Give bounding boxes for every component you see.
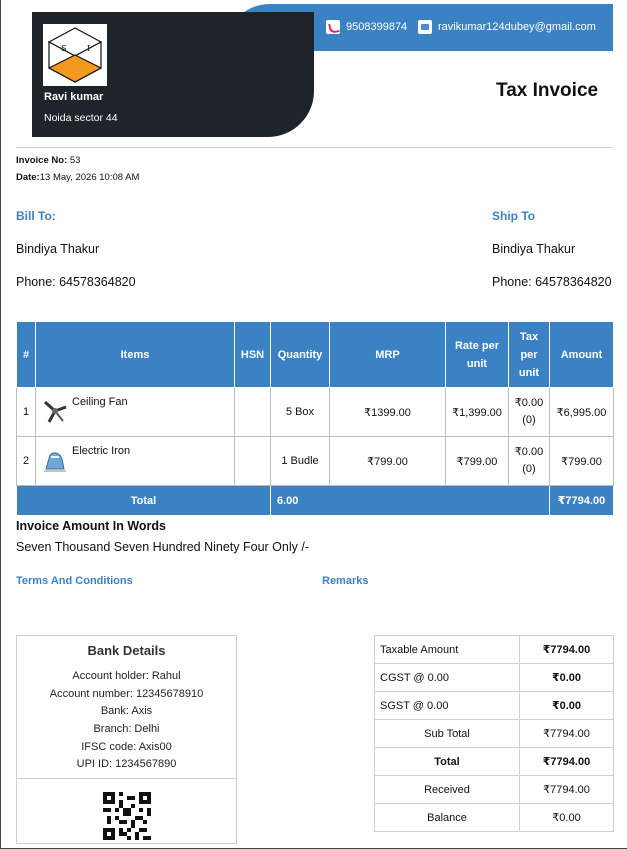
- contact-email: [418, 19, 596, 35]
- bank-divider: [17, 778, 236, 779]
- phone-icon: [326, 20, 340, 34]
- items-header-row: [17, 322, 614, 388]
- item-amount: ₹799.00: [550, 437, 614, 486]
- electric-iron-icon: [42, 447, 68, 473]
- phone-number: 9508399874: [346, 21, 408, 33]
- total-quantity: 6.00: [271, 486, 550, 516]
- summary-label: Received: [375, 776, 520, 804]
- item-quantity: 5 Box: [271, 388, 330, 437]
- ship-to-heading: Ship To: [492, 209, 536, 223]
- item-cell: [36, 388, 235, 437]
- document-title: Tax Invoice: [496, 80, 599, 101]
- upi-qr-code[interactable]: [103, 792, 151, 840]
- bank-name: Bank: Axis: [100, 705, 153, 717]
- invoice-date-label: Date:: [16, 172, 40, 183]
- item-tax-percent: (0): [522, 414, 536, 426]
- summary-label: Balance: [375, 804, 520, 832]
- item-tax-percent: (0): [522, 463, 536, 475]
- item-tax-amount: ₹0.00: [514, 397, 544, 409]
- col-header-amount: Amount: [550, 322, 614, 388]
- summary-row-sgst: [375, 692, 614, 720]
- item-cell: [36, 437, 235, 486]
- col-header-no: #: [17, 322, 36, 388]
- amount-words: Seven Thousand Seven Hundred Ninety Four Only /-: [16, 540, 309, 554]
- summary-label: Sub Total: [375, 720, 520, 748]
- item-rate: ₹799.00: [446, 437, 509, 486]
- bank-ifsc: IFSC code: Axis00: [81, 741, 172, 753]
- contact-phone: [326, 19, 407, 35]
- col-header-rate: Rate per unit: [446, 322, 509, 388]
- invoice-number-label: Invoice No:: [16, 155, 68, 166]
- invoice-date-line: [16, 172, 139, 183]
- item-name: Electric Iron: [72, 445, 131, 457]
- summary-value: ₹0.00: [520, 664, 614, 692]
- item-mrp: ₹1399.00: [330, 388, 446, 437]
- bank-details-box: [16, 635, 237, 844]
- amount-words-heading: Invoice Amount In Words: [16, 519, 167, 533]
- logo-letter-s: S: [61, 44, 67, 53]
- summary-value: ₹0.00: [520, 692, 614, 720]
- email-address: ravikumar124dubey@gmail.com: [438, 21, 596, 33]
- terms-heading: Terms And Conditions: [16, 575, 133, 587]
- bill-to-heading: Bill To:: [16, 209, 56, 223]
- summary-label: SGST @ 0.00: [375, 692, 520, 720]
- summary-row-subtotal: [375, 720, 614, 748]
- bill-to-phone: Phone: 64578364820: [16, 275, 136, 289]
- ship-to-name: Bindiya Thakur: [492, 242, 576, 256]
- bank-account-number: Account number: 12345678910: [49, 688, 204, 700]
- summary-table: [374, 635, 614, 832]
- remarks-heading: Remarks: [322, 575, 369, 587]
- company-logo: [43, 24, 107, 86]
- row-number: 2: [17, 437, 36, 486]
- summary-value: ₹7794.00: [520, 636, 614, 664]
- summary-row-cgst: [375, 664, 614, 692]
- header-divider: [16, 147, 613, 148]
- bank-branch: Branch: Delhi: [93, 723, 160, 735]
- bank-account-holder: Account holder: Rahul: [72, 670, 181, 682]
- item-hsn: [235, 437, 271, 486]
- ceiling-fan-icon: [42, 398, 68, 424]
- item-tax-amount: ₹0.00: [514, 446, 544, 458]
- summary-row-balance: [375, 804, 614, 832]
- col-header-quantity: Quantity: [271, 322, 330, 388]
- summary-row-taxable: [375, 636, 614, 664]
- item-tax: [509, 437, 550, 486]
- summary-value: ₹7794.00: [520, 748, 614, 776]
- col-header-tax: Tax per unit: [509, 322, 550, 388]
- bank-details-title: Bank Details: [87, 643, 166, 658]
- logo-letter-i: I: [87, 44, 91, 53]
- summary-label: Total: [375, 748, 520, 776]
- invoice-number-line: [16, 155, 80, 166]
- item-rate: ₹1,399.00: [446, 388, 509, 437]
- sender-address: Noida sector 44: [44, 112, 118, 124]
- items-table: [16, 321, 614, 516]
- item-tax: [509, 388, 550, 437]
- col-header-items: Items: [36, 322, 235, 388]
- ship-to-phone: Phone: 64578364820: [492, 275, 612, 289]
- item-amount: ₹6,995.00: [550, 388, 614, 437]
- summary-row-total: [375, 748, 614, 776]
- total-label: Total: [17, 486, 271, 516]
- item-quantity: 1 Budle: [271, 437, 330, 486]
- email-icon: [418, 20, 432, 34]
- summary-value: ₹7794.00: [520, 720, 614, 748]
- summary-value: ₹0.00: [520, 804, 614, 832]
- bill-to-name: Bindiya Thakur: [16, 242, 100, 256]
- item-name: Ceiling Fan: [72, 396, 128, 408]
- item-hsn: [235, 388, 271, 437]
- bank-upi: UPI ID: 1234567890: [76, 758, 177, 770]
- invoice-date: 13 May, 2026 10:08 AM: [39, 172, 140, 183]
- summary-label: CGST @ 0.00: [375, 664, 520, 692]
- total-row: [17, 486, 614, 516]
- col-header-mrp: MRP: [330, 322, 446, 388]
- item-mrp: ₹799.00: [330, 437, 446, 486]
- table-row: [17, 437, 614, 486]
- sender-name: Ravi kumar: [44, 91, 104, 103]
- invoice-number: 53: [67, 155, 81, 166]
- total-amount: ₹7794.00: [550, 486, 614, 516]
- row-number: 1: [17, 388, 36, 437]
- col-header-hsn: HSN: [235, 322, 271, 388]
- summary-row-received: [375, 776, 614, 804]
- summary-value: ₹7794.00: [520, 776, 614, 804]
- table-row: [17, 388, 614, 437]
- summary-label: Taxable Amount: [375, 636, 520, 664]
